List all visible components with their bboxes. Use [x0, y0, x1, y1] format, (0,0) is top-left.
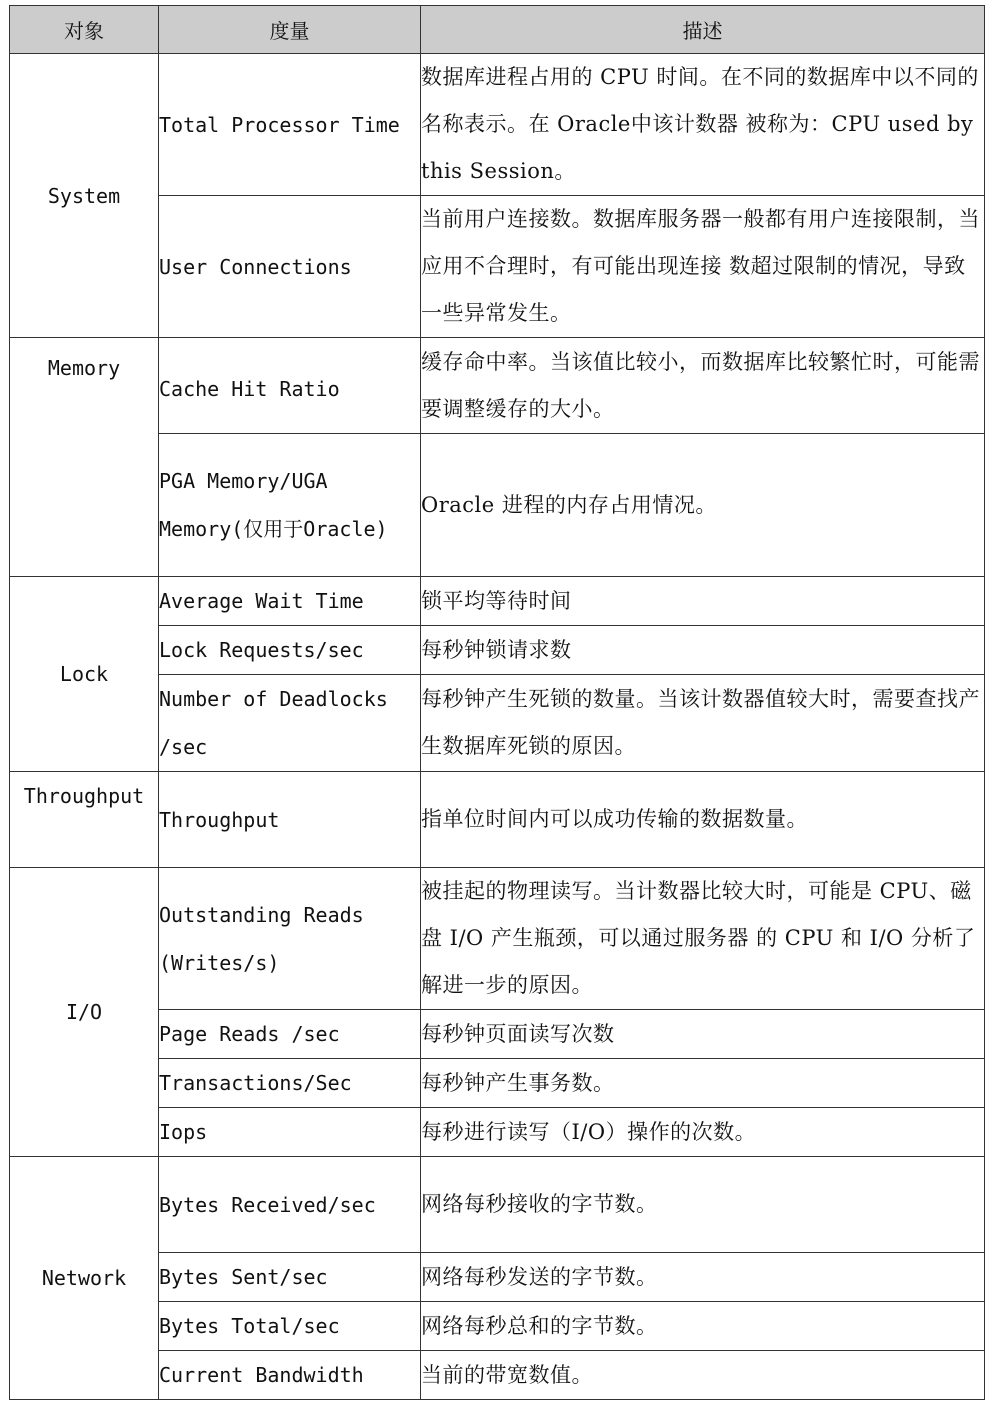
description-cell: 每秒钟页面读写次数 — [421, 1010, 985, 1059]
metric-cell: User Connections — [159, 196, 421, 338]
object-cell-network: Network — [10, 1157, 159, 1400]
table-row — [10, 1157, 985, 1253]
description-cell: Oracle 进程的内存占用情况。 — [421, 434, 985, 577]
description-cell: 网络每秒接收的字节数。 — [421, 1157, 985, 1253]
performance-metrics-table — [9, 5, 985, 1400]
metric-cell: Cache Hit Ratio — [159, 338, 421, 434]
object-cell-system: System — [10, 54, 159, 338]
metric-cell: PGA Memory/UGA Memory(仅用于Oracle) — [159, 434, 421, 577]
description-cell: 每秒钟锁请求数 — [421, 626, 985, 675]
metric-cell: Page Reads /sec — [159, 1010, 421, 1059]
object-cell-throughput: Throughput — [10, 772, 159, 868]
description-cell: 每秒钟产生死锁的数量。当该计数器值较大时，需要查找产生数据库死锁的原因。 — [421, 675, 985, 772]
description-cell: 网络每秒发送的字节数。 — [421, 1253, 985, 1302]
metric-cell: Transactions/Sec — [159, 1059, 421, 1108]
description-cell: 每秒进行读写（I/O）操作的次数。 — [421, 1108, 985, 1157]
object-cell-io: I/O — [10, 868, 159, 1157]
metric-cell: Current Bandwidth — [159, 1351, 421, 1400]
header-row — [10, 6, 985, 54]
table-row — [10, 54, 985, 196]
description-cell: 缓存命中率。当该值比较小，而数据库比较繁忙时，可能需要调整缓存的大小。 — [421, 338, 985, 434]
metric-cell: Average Wait Time — [159, 577, 421, 626]
description-cell: 当前用户连接数。数据库服务器一般都有用户连接限制，当应用不合理时，有可能出现连接 数超过限制的情况，导致一些异常发生。 — [421, 196, 985, 338]
description-cell: 锁平均等待时间 — [421, 577, 985, 626]
description-cell: 当前的带宽数值。 — [421, 1351, 985, 1400]
metric-cell: Bytes Sent/sec — [159, 1253, 421, 1302]
table-row — [10, 338, 985, 434]
object-cell-memory: Memory — [10, 338, 159, 577]
table-row — [10, 772, 985, 868]
description-cell: 被挂起的物理读写。当计数器比较大时，可能是 CPU、磁盘 I/O 产生瓶颈，可以通过服务器 的 CPU 和 I/O 分析了解进一步的原因。 — [421, 868, 985, 1010]
object-cell-lock: Lock — [10, 577, 159, 772]
metric-cell: Bytes Total/sec — [159, 1302, 421, 1351]
header-object: 对象 — [10, 6, 159, 54]
metric-cell: Bytes Received/sec — [159, 1157, 421, 1253]
table-row — [10, 868, 985, 1010]
metric-cell: Lock Requests/sec — [159, 626, 421, 675]
description-cell: 每秒钟产生事务数。 — [421, 1059, 985, 1108]
metric-cell: Number of Deadlocks /sec — [159, 675, 421, 772]
metric-cell: Iops — [159, 1108, 421, 1157]
header-description: 描述 — [421, 6, 985, 54]
metric-cell: Throughput — [159, 772, 421, 868]
description-cell: 指单位时间内可以成功传输的数据数量。 — [421, 772, 985, 868]
table-row — [10, 577, 985, 626]
metric-cell: Total Processor Time — [159, 54, 421, 196]
description-cell: 数据库进程占用的 CPU 时间。在不同的数据库中以不同的名称表示。在 Oracle中该计数器 被称为：CPU used by this Session。 — [421, 54, 985, 196]
description-cell: 网络每秒总和的字节数。 — [421, 1302, 985, 1351]
header-metric: 度量 — [159, 6, 421, 54]
metric-cell: Outstanding Reads (Writes/s) — [159, 868, 421, 1010]
